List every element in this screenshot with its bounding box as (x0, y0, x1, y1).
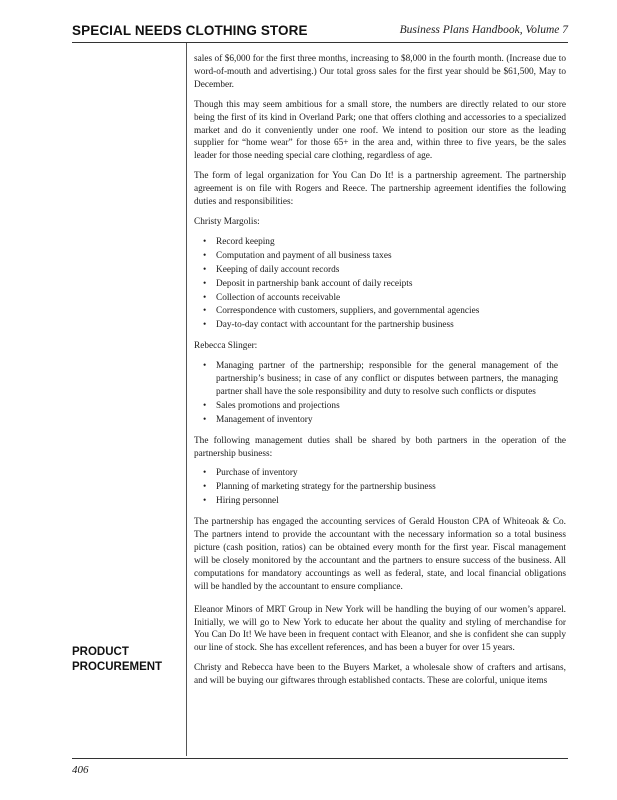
partner-name: Rebecca Slinger: (194, 341, 258, 352)
list-item: • Sales promotions and projections (216, 400, 566, 413)
shared-duties-list (194, 467, 566, 508)
page-number: 406 (72, 764, 89, 776)
partner1-duties-list (194, 236, 566, 332)
running-header (72, 22, 568, 44)
list-item: • Day-to-day contact with accountant for the partnership business (216, 319, 566, 332)
paragraph: The form of legal organization for You Can Do It! is a partnership agreement. The partnership agreement is on file with Rogers and Reece. The partnership agreement identifies the following duties and responsibilities: (194, 171, 566, 208)
list-item: • Planning of marketing strategy for the partnership business (216, 481, 566, 494)
partner2-duties-list (194, 360, 566, 427)
list-item: • Collection of accounts receivable (216, 292, 566, 305)
running-header-book-title: Business Plans Handbook, Volume 7 (399, 24, 568, 36)
partner-name: Christy Margolis: (194, 216, 260, 227)
list-item: • Purchase of inventory (216, 467, 566, 480)
footer-rule (72, 758, 568, 759)
paragraph: Christy and Rebecca have been to the Buyers Market, a wholesale show of crafters and artisans, and will be buying our giftwares through established contacts. These are colorful, unique items (194, 663, 566, 687)
header-rule (72, 42, 568, 43)
section-heading-line: PRODUCT (72, 646, 129, 658)
paragraph: The partnership has engaged the accounting services of Gerald Houston CPA of Whiteoak & Co. The partners intend to provide the accountant with the necessary information so a total business picture (cash position, ratios) can be obtained every month for the first year. Fiscal management will be closely monitored by the accountant and the partners to ensure success of the business. All computations for mandatory accountings as well as federal, state, and local financial obligations will be handled by the accountant to ensure compliance. (194, 517, 566, 592)
list-item: • Deposit in partnership bank account of daily receipts (216, 278, 566, 291)
list-item: • Computation and payment of all business taxes (216, 250, 566, 263)
list-item: • Correspondence with customers, suppliers, and governmental agencies (216, 305, 566, 318)
paragraph: The following management duties shall be shared by both partners in the operation of the partnership business: (194, 435, 566, 459)
list-item: • Keeping of daily account records (216, 264, 566, 277)
paragraph: Eleanor Minors of MRT Group in New York will be handling the buying of our women’s apparel. Initially, we will go to New York to educate her about the quality and styling of merchandise for You Can Do It! We have been in frequent contact with Eleanor, and she is confident she can supply our line of stock. She has excellent references, and has been a buyer for over 15 years. (194, 604, 566, 654)
list-item: • Management of inventory (216, 414, 566, 427)
list-item: • Hiring personnel (216, 495, 566, 508)
section-heading-line: PROCUREMENT (72, 661, 163, 673)
paragraph: Though this may seem ambitious for a small store, the numbers are directly related to our store being the first of its kind in Overland Park; one that offers clothing and accessories to a specialized market and do it conveniently under one roof. We intend to position our store as the leading supplier for “home wear” for those 65+ in the area and, within three to five years, be the sales leader for those needing special care clothing, regardless of age. (194, 99, 566, 162)
running-header-title: SPECIAL NEEDS CLOTHING STORE (72, 23, 308, 38)
list-item: • Managing partner of the partnership; responsible for the general management of the partnership’s business; in case of any conflict or disputes between partners, the managing partner shall have the sole responsibility and duty to resolve such conflicts or disputes (216, 360, 566, 399)
paragraph: sales of $6,000 for the first three months, increasing to $8,000 in the fourth month. (Increase due to word-of-mouth and advertising.) Our total gross sales for the first year should be $61,500, May to December. (194, 54, 566, 90)
margin-vertical-rule (186, 43, 187, 756)
list-item: • Record keeping (216, 236, 566, 249)
body-text (194, 53, 566, 695)
section-heading-product-procurement (72, 645, 182, 675)
